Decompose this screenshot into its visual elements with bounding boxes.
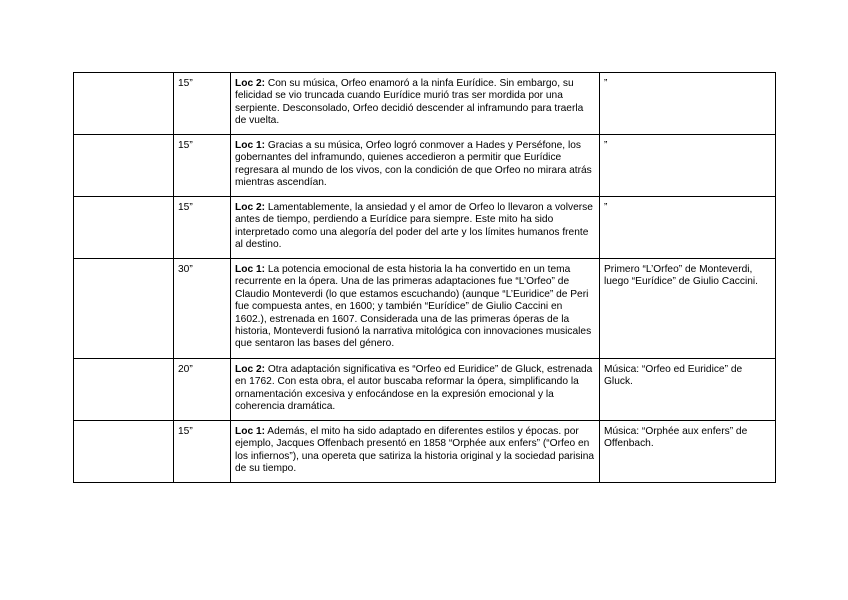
narration-cell — [231, 259, 600, 359]
narration-cell — [231, 359, 600, 421]
table-row — [74, 259, 776, 359]
music-note-cell: Música: “Orfeo ed Euridice” de Gluck. — [600, 359, 776, 421]
narration-text: Además, el mito ha sido adaptado en diferentes estilos y épocas. por ejemplo, Jacques Offenbach presentó en 1858 “Orphée aux enfers” (“Orfeo en los infiernos”), una opereta que satiriza la historia original y la sociedad parisina de su tiempo. — [235, 426, 595, 475]
speaker-label: Loc 2: — [235, 78, 266, 89]
music-note-cell: ” — [600, 197, 776, 259]
speaker-label: Loc 2: — [235, 202, 266, 213]
blank-cell — [74, 259, 174, 359]
duration-cell: 30” — [174, 259, 231, 359]
blank-cell — [74, 359, 174, 421]
speaker-label: Loc 1: — [235, 140, 266, 151]
table-row — [74, 421, 776, 483]
table-row — [74, 135, 776, 197]
duration-cell: 15” — [174, 135, 231, 197]
music-note-cell: Música: “Orphée aux enfers” de Offenbach. — [600, 421, 776, 483]
table-row — [74, 73, 776, 135]
duration-cell: 15” — [174, 73, 231, 135]
blank-cell — [74, 197, 174, 259]
narration-cell — [231, 197, 600, 259]
narration-text: Gracias a su música, Orfeo logró conmover a Hades y Perséfone, los gobernantes del inframundo, quienes accedieron a permitir que Eurídice regresara al mundo de los vivos, con la condición de que Orfeo no mirara atrás mientras ascendían. — [235, 140, 592, 189]
music-note-cell: ” — [600, 135, 776, 197]
blank-cell — [74, 135, 174, 197]
narration-cell — [231, 73, 600, 135]
script-table — [73, 72, 776, 483]
music-note-cell: ” — [600, 73, 776, 135]
speaker-label: Loc 2: — [235, 364, 266, 375]
speaker-label: Loc 1: — [235, 426, 266, 437]
narration-text: Lamentablemente, la ansiedad y el amor de Orfeo lo llevaron a volverse antes de tiempo, perdiendo a Eurídice para siempre. Este mito ha sido interpretado como una alegoría del poder del arte y los límites humanos frente al destino. — [235, 202, 593, 251]
table-row — [74, 359, 776, 421]
speaker-label: Loc 1: — [235, 264, 266, 275]
narration-cell — [231, 421, 600, 483]
narration-cell — [231, 135, 600, 197]
blank-cell — [74, 421, 174, 483]
narration-text: Otra adaptación significativa es “Orfeo ed Euridice” de Gluck, estrenada en 1762. Con esta obra, el autor buscaba reformar la ópera, simplificando la ornamentación excesiva y enfocándose en la expresión emocional y la coherencia dramática. — [235, 364, 593, 413]
narration-text: La potencia emocional de esta historia la ha convertido en un tema recurrente en la ópera. Una de las primeras adaptaciones fue “L’Orfeo” de Claudio Monteverdi (lo que estamos escuchando) (aunque “L’Euridice” de Peri fue compuesta antes, en 1600; y también “Eurídice” de Giulio Caccini en 1602.), estrenada en 1607. Considerada una de las primeras óperas de la historia, Monteverdi fusionó la narrativa mitológica con innovaciones musicales que sentaron las bases del género. — [235, 264, 592, 350]
narration-text: Con su música, Orfeo enamoró a la ninfa Eurídice. Sin embargo, su felicidad se vio truncada cuando Eurídice murió tras ser mordida por una serpiente. Desconsolado, Orfeo decidió descender al inframundo para traerla de vuelta. — [235, 78, 584, 127]
blank-cell — [74, 73, 174, 135]
duration-cell: 15” — [174, 421, 231, 483]
duration-cell: 15” — [174, 197, 231, 259]
table-row — [74, 197, 776, 259]
duration-cell: 20” — [174, 359, 231, 421]
music-note-cell: Primero “L’Orfeo” de Monteverdi, luego “Eurídice” de Giulio Caccini. — [600, 259, 776, 359]
